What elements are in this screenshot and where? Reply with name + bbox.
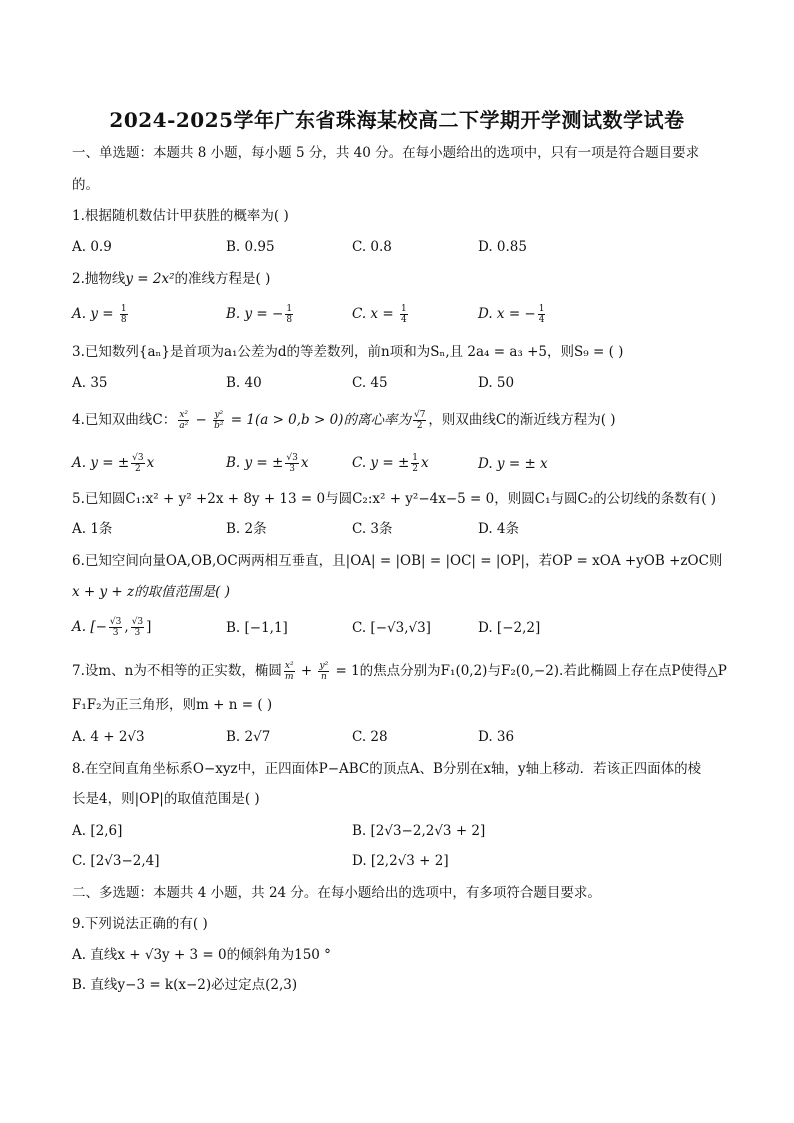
q4-option-c [352, 453, 429, 474]
q4-e-den: 2 [416, 421, 423, 431]
q8-option-c: C. [2√3−2,4] [72, 853, 160, 869]
q6-a-f2-den: 3 [134, 628, 141, 638]
q7-f2-den: n [320, 672, 327, 682]
q2-c-den: 4 [400, 315, 407, 325]
q3-option-b: B. 40 [226, 375, 262, 391]
q2-b-label: B. y = − [226, 306, 284, 322]
q4-c-den: 2 [412, 464, 418, 474]
question-2-stem [72, 270, 270, 288]
question-4-stem [72, 410, 616, 431]
q5-option-c: C. 3条 [352, 521, 393, 537]
q7-f1-num: x² [284, 661, 294, 671]
question-7-stem [72, 661, 727, 682]
q7-fraction-x [284, 661, 295, 682]
q4-minus: − [191, 412, 212, 428]
q8-option-d: D. [2,2√3 + 2] [352, 853, 449, 869]
q6-a-close: ] [146, 619, 152, 635]
q6-option-c: C. [−√3,√3] [352, 620, 431, 636]
q6-a-f1-den: 3 [112, 628, 119, 638]
section-2-heading: 二、多选题：本题共 4 小题，共 24 分。在每小题给出的选项中，有多项符合题目要求。 [72, 885, 601, 901]
question-8-stem: 8.在空间直角坐标系O−xyz中，正四面体P−ABC的顶点A、B分别在x轴，y轴上移动．若该正四面体的棱 [72, 761, 702, 777]
q5-option-b: B. 2条 [226, 521, 267, 537]
question-1-stem: 1.根据随机数估计甲获胜的概率为( ) [72, 208, 289, 224]
q4-stem-post: ，则双曲线C的渐近线方程为( ) [428, 412, 616, 428]
q4-b-var: x [300, 455, 309, 471]
q2-stem-math: y = 2x² [125, 271, 175, 287]
q4-a-var: x [146, 455, 155, 471]
q4-c-label: C. y = ± [352, 455, 410, 471]
q4-b-label: B. y = ± [226, 455, 284, 471]
q4-b-den: 3 [289, 464, 295, 474]
q2-a-fraction [120, 304, 128, 325]
q1-option-a: A. 0.9 [72, 239, 112, 255]
q4-c-num: 1 [412, 453, 418, 463]
q6-option-b: B. [−1,1] [226, 620, 288, 636]
question-3-stem: 3.已知数列{aₙ}是首项为a₁公差为d的等差数列，前n项和为Sₙ,且 2a₄ = a₃ +5，则S₉ = ( ) [72, 344, 624, 360]
question-5-stem: 5.已知圆C₁:x² + y² +2x + 8y + 13 = 0与圆C₂:x² + y²−4x−5 = 0，则圆C₁与圆C₂的公切线的条数有( ) [72, 491, 717, 507]
q8-option-b: B. [2√3−2,2√3 + 2] [352, 823, 486, 839]
question-7-stem-cont: F₁F₂为正三角形，则m + n = ( ) [72, 697, 273, 713]
q2-b-fraction [285, 304, 293, 325]
q2-c-num: 1 [400, 304, 407, 314]
page-title: 2024-2025学年广东省珠海某校高二下学期开学测试数学试卷 [109, 108, 685, 132]
q6-option-a [72, 617, 151, 638]
question-6-stem: 6.已知空间向量OA,OB,OC两两相互垂直，且|OA| = |OB| = |OC| = |OP|，若OP = xOA +yOB +zOC则 [72, 553, 723, 569]
q2-b-num: 1 [286, 304, 293, 314]
q4-eccentricity [413, 410, 426, 431]
question-6-stem-cont: x + y + z的取值范围是( ) [72, 584, 230, 600]
q4-a-fraction [131, 453, 144, 474]
q4-option-b [226, 453, 308, 474]
q6-a-fraction-1 [109, 617, 122, 638]
section-1-heading: 一、单选题：本题共 8 小题，每小题 5 分，共 40 分。在每小题给出的选项中，只有一项是符合题目要求 [72, 145, 700, 161]
q7-plus: + [296, 663, 317, 679]
q2-d-fraction [538, 304, 546, 325]
q4-a-den: 2 [135, 464, 141, 474]
q8-option-a: A. [2,6] [72, 823, 123, 839]
q4-c-var: x [421, 455, 429, 471]
q4-c-fraction [411, 453, 419, 474]
q1-option-d: D. 0.85 [478, 239, 527, 255]
q2-d-num: 1 [538, 304, 545, 314]
q3-option-a: A. 35 [72, 375, 108, 391]
q6-a-sep: , [124, 619, 129, 635]
q7-option-c: C. 28 [352, 729, 388, 745]
q4-stem-mid: = 1(a > 0,b > 0)的离心率为 [226, 412, 411, 428]
q2-c-label: C. x = [352, 306, 398, 322]
q2-option-c [352, 304, 410, 325]
q5-option-a: A. 1条 [72, 521, 113, 537]
q1-option-b: B. 0.95 [226, 239, 275, 255]
q4-fraction-y [213, 410, 224, 431]
question-8-stem-cont: 长是4，则|OP|的取值范围是( ) [72, 791, 260, 807]
section-1-heading-cont: 的。 [72, 177, 99, 193]
q3-option-c: C. 45 [352, 375, 388, 391]
q9-option-b: B. 直线y−3 = k(x−2)必过定点(2,3) [72, 977, 298, 993]
q6-option-d: D. [−2,2] [478, 620, 541, 636]
q2-a-num: 1 [120, 304, 127, 314]
q2-b-den: 8 [286, 315, 293, 325]
q6-a-fraction-2 [131, 617, 144, 638]
q9-option-a: A. 直线x + √3y + 3 = 0的倾斜角为150 ° [72, 947, 331, 963]
q4-f2-num: y² [214, 410, 224, 420]
q7-option-b: B. 2√7 [226, 729, 271, 745]
q4-fraction-x [178, 410, 189, 431]
q6-a-f1-num: √3 [109, 617, 122, 627]
q2-a-den: 8 [120, 315, 127, 325]
q4-b-num: √3 [286, 453, 298, 463]
q1-option-c: C. 0.8 [352, 239, 392, 255]
q2-stem-pre: 2.抛物线 [72, 271, 126, 287]
q2-c-fraction [400, 304, 408, 325]
q3-option-d: D. 50 [478, 375, 515, 391]
q4-a-label: A. y = ± [72, 455, 130, 471]
q2-a-label: A. y = [72, 306, 118, 322]
q6-a-label: A. [− [72, 619, 107, 635]
q4-e-num: √7 [413, 410, 426, 420]
q4-stem-pre: 4.已知双曲线C： [72, 412, 177, 428]
question-9-stem: 9.下列说法正确的有( ) [72, 916, 208, 932]
q2-option-d [478, 304, 547, 325]
q7-f1-den: m [284, 672, 294, 682]
q4-f2-den: b² [214, 421, 224, 431]
q7-stem-pre: 7.设m、n为不相等的正实数，椭圆 [72, 663, 282, 679]
q7-f2-num: y² [319, 661, 329, 671]
q7-option-a: A. 4 + 2√3 [72, 729, 145, 745]
q4-a-num: √3 [132, 453, 144, 463]
q2-stem-post: 的准线方程是( ) [174, 271, 271, 287]
q4-f1-num: x² [179, 410, 189, 420]
q2-d-den: 4 [538, 315, 545, 325]
q7-option-d: D. 36 [478, 729, 515, 745]
q4-option-d: D. y = ± x [478, 456, 548, 472]
q7-fraction-y [318, 661, 329, 682]
q2-option-b [226, 304, 295, 325]
q5-option-d: D. 4条 [478, 521, 520, 537]
q6-a-f2-num: √3 [131, 617, 144, 627]
q4-f1-den: a² [179, 421, 189, 431]
q4-b-fraction [285, 453, 298, 474]
q4-option-a [72, 453, 154, 474]
q7-stem-post: = 1的焦点分别为F₁(0,2)与F₂(0,−2).若此椭圆上存在点P使得△P [331, 663, 727, 679]
q2-option-a [72, 304, 130, 325]
q2-d-label: D. x = − [478, 306, 536, 322]
